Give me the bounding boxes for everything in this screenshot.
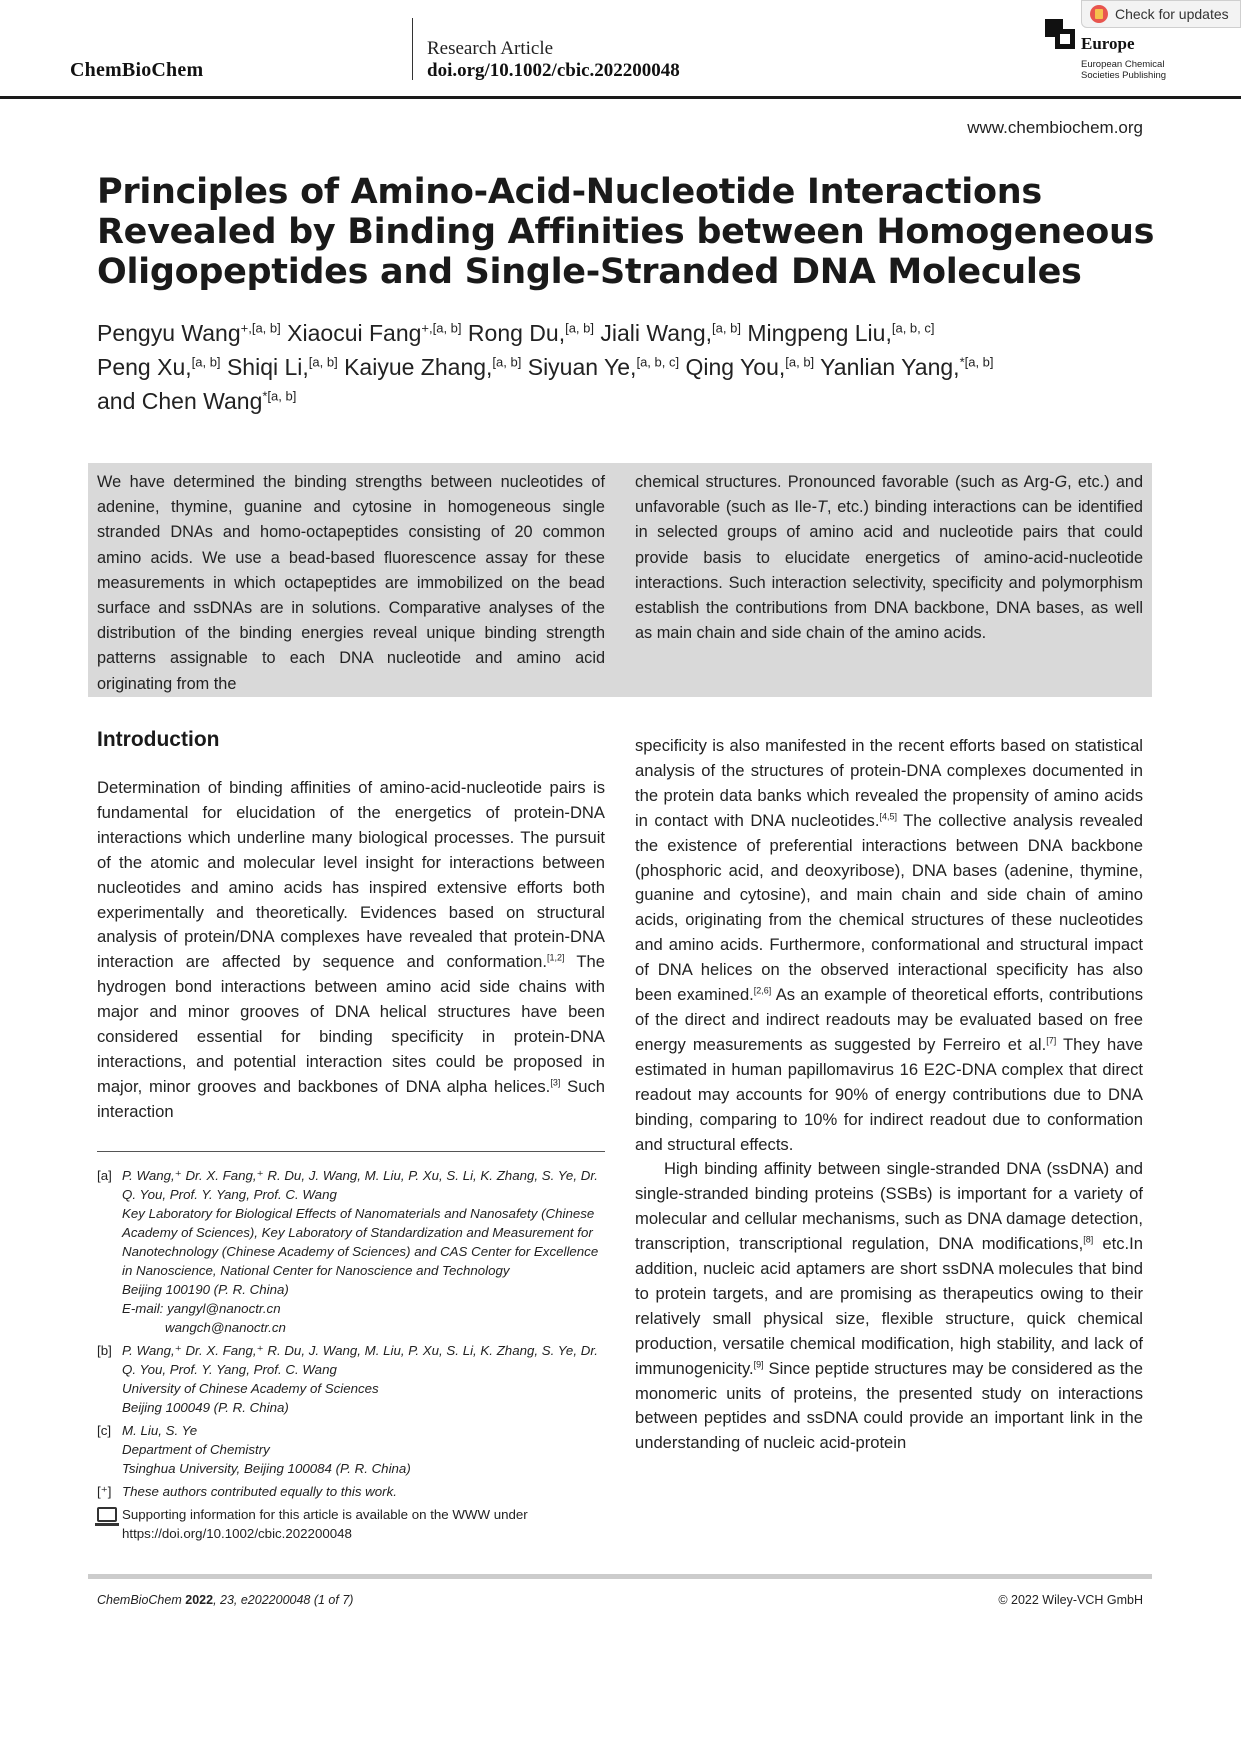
author-affiliation: [a, b] [191, 354, 221, 370]
equal-contribution-text: These authors contributed equally to this work. [122, 1484, 397, 1499]
author-name[interactable]: Siyuan Ye, [527, 354, 637, 380]
footer-journal: ChemBioChem [97, 1593, 182, 1607]
footer-rule [88, 1574, 1152, 1579]
footnote-divider [97, 1151, 605, 1152]
citation-4-5[interactable]: [4,5] [879, 811, 897, 822]
citation-1-2[interactable]: [1,2] [547, 952, 565, 963]
page-header [0, 0, 1241, 100]
author-affiliation: +,[a, b] [421, 320, 462, 336]
author-name[interactable]: Qing You, [685, 354, 786, 380]
equal-contribution-note [97, 1482, 609, 1501]
abstract-box [88, 463, 1152, 697]
author-affiliation: *[a, b] [262, 388, 297, 404]
affiliation-a-email-2[interactable]: wangch@nanoctr.cn [165, 1320, 286, 1335]
affiliation-c-institution: Department of Chemistry [122, 1442, 270, 1457]
author-name[interactable]: Yanlian Yang, [820, 354, 960, 380]
affiliation-b [97, 1341, 609, 1417]
check-for-updates-button[interactable] [1081, 0, 1241, 28]
equal-contribution-tag: [⁺] [97, 1484, 112, 1499]
footer-copyright: © 2022 Wiley-VCH GmbH [998, 1593, 1143, 1607]
author-affiliation: [a, b] [785, 354, 815, 370]
author-name[interactable]: Peng Xu, [97, 354, 192, 380]
affiliation-b-tag: [b] [97, 1343, 112, 1358]
body-left-column [97, 728, 605, 1125]
publisher-name-line2: Europe [1081, 34, 1135, 53]
footer-volume: , 23, e202200048 (1 of 7) [213, 1593, 354, 1607]
affiliation-b-address: Beijing 100049 (P. R. China) [122, 1400, 289, 1415]
section-heading-introduction: Introduction [97, 728, 220, 751]
author-affiliation: [a, b, c] [636, 354, 680, 370]
site-url[interactable]: www.chembiochem.org [967, 118, 1143, 137]
affiliation-c-tag: [c] [97, 1423, 112, 1438]
author-affiliation: [a, b, c] [891, 320, 935, 336]
author-name[interactable]: Shiqi Li, [226, 354, 309, 380]
author-name[interactable]: Mingpeng Liu, [747, 320, 892, 346]
publisher-sub-line1: European Chemical [1081, 59, 1165, 70]
abstract-left-column: We have determined the binding strengths between nucleotides of adenine, thymine, guanine and cytosine in homogeneous single stranded DNAs and homo-octapeptides consisting of 20 common amino acids. We use a bead-based fluorescence assay for these measurements in which octapeptides are immobilized on the bead surface and ssDNAs are in solutions. Comparative analyses of the distribution of the binding energies reveal unique binding strength patterns assignable to each DNA nucleotide and amino acid originating from the [97, 473, 605, 693]
article-title: Principles of Amino-Acid-Nucleotide Interactions Revealed by Binding Affinities between Homogeneous Oligopeptides and Single-Stranded DNA Molecules [97, 172, 1155, 292]
author-affiliation: [a, b] [308, 354, 338, 370]
author-affiliation: +,[a, b] [240, 320, 281, 336]
publisher-subtitle [1081, 59, 1166, 81]
right-paragraph-2: High binding affinity between single-stranded DNA (ssDNA) and single-stranded binding proteins (SSBs) is important for a variety of molecular and cellular mechanisms, such as DNA damage detection, transcription, transcriptional regulation, DNA modifications,[8] etc.In addition, nucleic acid aptamers are short ssDNA molecules that bind to protein targets, and are promising as therapeutics owing to their relatively small physical size, flexible structure, quick chemical production, versatile chemical modification, high stability, and lack of immunogenicity.[9] Since peptide structures may be considered as the monomeric units of proteins, the presented study on interactions between peptides and ssDNA could provide an important link in the understanding of nucleic acid-protein [635, 1159, 1143, 1453]
footer-citation [97, 1593, 353, 1607]
author-name[interactable]: Pengyu Wang [97, 320, 241, 346]
affiliation-a-address: Beijing 100190 (P. R. China) [122, 1282, 289, 1297]
affiliation-a-email-1[interactable]: E-mail: yangyl@nanoctr.cn [122, 1301, 281, 1316]
affiliation-a-tag: [a] [97, 1168, 112, 1183]
author-affiliation: [a, b] [712, 320, 741, 336]
author-name[interactable]: and Chen Wang [97, 388, 263, 414]
author-name[interactable]: Rong Du, [467, 320, 566, 346]
supporting-info-text[interactable]: Supporting information for this article is available on the WWW under https://doi.org/10.1002/cbic.202200048 [122, 1507, 528, 1541]
publisher-sub-line2: Societies Publishing [1081, 70, 1167, 81]
author-name[interactable]: Kaiyue Zhang, [344, 354, 493, 380]
supporting-info-note [97, 1505, 609, 1543]
affiliation-c-names: M. Liu, S. Ye [122, 1423, 198, 1438]
affiliation-b-names: P. Wang,⁺ Dr. X. Fang,⁺ R. Du, J. Wang, M. Liu, P. Xu, S. Li, K. Zhang, S. Ye, Dr. Q. You, Prof. Y. Yang, Prof. C. Wang [122, 1343, 598, 1377]
affiliation-b-institution: University of Chinese Academy of Sciences [122, 1381, 379, 1396]
author-affiliation: *[a, b] [959, 354, 994, 370]
footer-year: 2022 [185, 1593, 214, 1607]
citation-2-6[interactable]: [2,6] [753, 985, 772, 996]
affiliation-a-names: P. Wang,⁺ Dr. X. Fang,⁺ R. Du, J. Wang, M. Liu, P. Xu, S. Li, K. Zhang, S. Ye, Dr. Q. You, Prof. Y. Yang, Prof. C. Wang [122, 1168, 598, 1202]
affiliation-a [97, 1166, 609, 1337]
right-paragraph-1: specificity is also manifested in the recent efforts based on statistical analysis of the structures of protein-DNA complexes documented in the protein data banks which revealed the propensity of amino acids in contact with DNA nucleotides.[4,5] The collective analysis revealed the existence of preferential interactions between DNA backbone (phosphoric acid, and deoxyribose), DNA bases (adenine, thymine, guanine and cytosine), and main chain and side chain of amino acids, originating from the chemical structures of these nucleotides and amino acids. Furthermore, conformational and structural impact of DNA helices on the observed interactional specificity has also been examined.[2,6] As an example of theoretical efforts, contributions of the direct and indirect readouts may be evaluated based on free energy measurements as suggested by Ferreiro et al.[7] They have estimated in human papillomavirus 16 E2C-DNA complex that direct readout may accounts for 90% of energy contributions due to DNA binding, comparing to 10% for indirect readout due to conformation and structural effects. [635, 736, 1143, 1154]
citation-9[interactable]: [9] [753, 1359, 764, 1370]
abstract-right-column: chemical structures. Pronounced favorable (such as Arg-G, etc.) and unfavorable (such as Ile-T, etc.) binding interactions can be identified in selected groups of amino acid and nucleotide pairs that could provide basis to elucidate energetics of amino-acid-nucleotide interactions. Such interaction selectivity, specificity and polymorphism establish the contributions from DNA backbone, DNA bases, as well as main chain and side chain of the amino acids. [635, 473, 1143, 643]
affiliation-a-institution: Key Laboratory for Biological Effects of Nanomaterials and Nanosafety (Chinese Academy of Sciences), Key Laboratory of Standardization and Measurement for Nanotechnology (Chinese Academy of Sciences) and CAS Center for Excellence in Nanoscience, National Center for Nanoscience and Technology [122, 1206, 599, 1278]
computer-icon [97, 1507, 117, 1522]
affiliation-c [97, 1421, 609, 1478]
body-right-column [635, 734, 1143, 1456]
citation-7[interactable]: [7] [1046, 1035, 1057, 1046]
journal-name: ChemBioChem [70, 59, 204, 81]
article-type: Research Article [427, 38, 554, 59]
header-rule [0, 96, 1241, 99]
crossmark-icon [1090, 5, 1108, 23]
doi-link[interactable]: doi.org/10.1002/cbic.202200048 [427, 60, 680, 81]
author-name[interactable]: Jiali Wang, [600, 320, 713, 346]
chemistry-europe-logo-icon [1045, 19, 1075, 49]
author-affiliation: [a, b] [565, 320, 595, 336]
author-list [97, 316, 1157, 418]
intro-paragraph-1: Determination of binding affinities of amino-acid-nucleotide pairs is fundamental for elucidation of the energetics of protein-DNA interactions which underline many biological processes. The pursuit of the atomic and molecular level insight for interactions between nucleotides and amino acids has inspired extensive efforts both experimentally and theoretically. Evidences based on structural analysis of protein/DNA complexes have revealed that protein-DNA interaction are affected by sequence and conformation.[1,2] The hydrogen bond interactions between amino acid side chains with major and minor grooves of DNA helical structures have been considered essential for binding specificity in protein-DNA interactions, and potential interaction sites could be proposed in major, minor grooves and backbones of DNA alpha helices.[3] Such interaction [97, 778, 606, 1121]
citation-3[interactable]: [3] [550, 1077, 561, 1088]
author-affiliation: [a, b] [492, 354, 522, 370]
check-for-updates-label: Check for updates [1115, 6, 1229, 22]
citation-8[interactable]: [8] [1083, 1234, 1094, 1245]
affiliation-c-address: Tsinghua University, Beijing 100084 (P. R. China) [122, 1461, 411, 1476]
affiliation-footnotes [97, 1166, 609, 1547]
header-divider [412, 18, 413, 80]
author-name[interactable]: Xiaocui Fang [287, 320, 422, 346]
